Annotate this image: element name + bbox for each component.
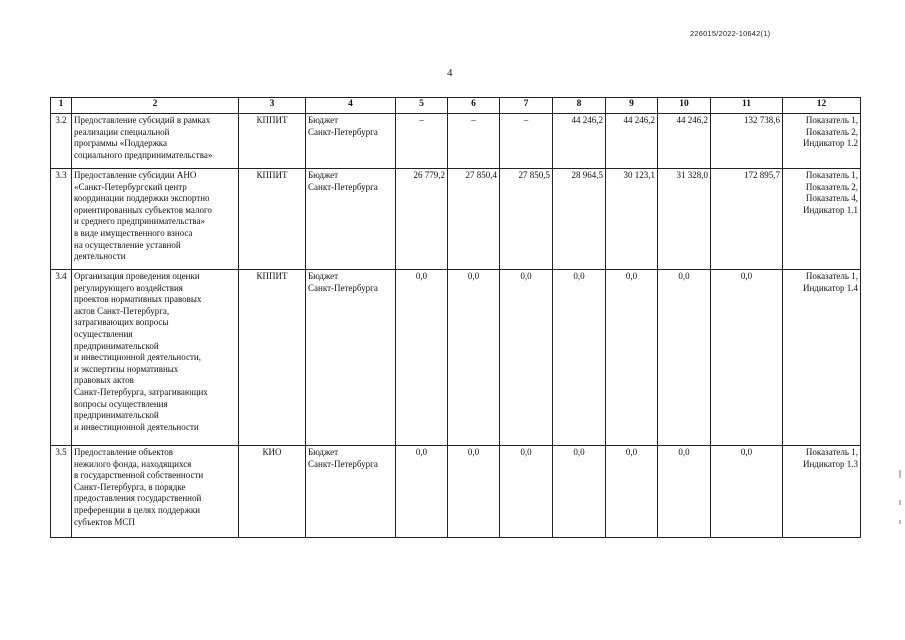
value-col-9: 0,0	[606, 270, 658, 446]
value-col-5: –	[396, 114, 448, 169]
value-col-8: 44 246,2	[553, 114, 606, 169]
scan-artifact	[899, 470, 901, 478]
value-col-10: 31 328,0	[658, 169, 711, 270]
table-row	[51, 446, 861, 538]
row-number: 3.2	[51, 114, 72, 169]
document-registration-number: 226015/2022-10642(1)	[690, 29, 771, 38]
program-activities-table	[50, 97, 861, 538]
value-col-6: 0,0	[448, 446, 500, 538]
value-col-5: 0,0	[396, 270, 448, 446]
value-col-8: 0,0	[553, 446, 606, 538]
table-row	[51, 114, 861, 169]
row-number: 3.4	[51, 270, 72, 446]
column-header: 11	[711, 98, 783, 114]
column-header: 1	[51, 98, 72, 114]
page-number: 4	[447, 67, 453, 79]
value-col-10: 0,0	[658, 270, 711, 446]
column-header: 10	[658, 98, 711, 114]
executor: КИО	[239, 446, 306, 538]
funding-source: Бюджет Санкт-Петербурга	[306, 446, 396, 538]
value-col-6: 0,0	[448, 270, 500, 446]
funding-source: Бюджет Санкт-Петербурга	[306, 169, 396, 270]
activity-name: Организация проведения оценки регулирующего воздействия проектов нормативных правовых актов Санкт-Петербурга, затрагивающих вопросы осуществления предпринимательской и инвестиционной деятельности, и экспертизы нормативных правовых актов Санкт-Петербурга, затрагивающих вопросы осуществления предпринимательской и инвестиционной деятельности	[72, 270, 239, 446]
row-number: 3.5	[51, 446, 72, 538]
value-col-9: 30 123,1	[606, 169, 658, 270]
funding-source: Бюджет Санкт-Петербурга	[306, 114, 396, 169]
executor: КППИТ	[239, 169, 306, 270]
executor: КППИТ	[239, 270, 306, 446]
value-col-11: 132 738,6	[711, 114, 783, 169]
value-col-10: 44 246,2	[658, 114, 711, 169]
funding-source: Бюджет Санкт-Петербурга	[306, 270, 396, 446]
value-col-7: 27 850,5	[500, 169, 553, 270]
value-col-10: 0,0	[658, 446, 711, 538]
indicators: Показатель 1, Индикатор 1.3	[783, 446, 861, 538]
column-header: 12	[783, 98, 861, 114]
table-row	[51, 270, 861, 446]
activity-name: Предоставление субсидий в рамках реализации специальной программы «Поддержка социального предпринимательства»	[72, 114, 239, 169]
column-header: 4	[306, 98, 396, 114]
activity-name: Предоставление субсидии АНО «Санкт-Петербургский центр координации поддержки экспортно ориентированных субъектов малого и среднего предпринимательства» в виде имущественного взноса на осуществление уставной деятельности	[72, 169, 239, 270]
value-col-6: 27 850,4	[448, 169, 500, 270]
value-col-11: 172 895,7	[711, 169, 783, 270]
table-header-row	[51, 98, 861, 114]
scan-artifact	[899, 520, 901, 524]
activity-name: Предоставление объектов нежилого фонда, находящихся в государственной собственности Санкт-Петербурга, в порядке предоставления государственной преференции в целях поддержки субъектов МСП	[72, 446, 239, 538]
value-col-7: 0,0	[500, 270, 553, 446]
executor: КППИТ	[239, 114, 306, 169]
column-header: 5	[396, 98, 448, 114]
indicators: Показатель 1, Индикатор 1.4	[783, 270, 861, 446]
value-col-6: –	[448, 114, 500, 169]
scan-artifact	[899, 500, 901, 505]
column-header: 9	[606, 98, 658, 114]
indicators: Показатель 1, Показатель 2, Показатель 4, Индикатор 1.1	[783, 169, 861, 270]
column-header: 6	[448, 98, 500, 114]
column-header: 3	[239, 98, 306, 114]
value-col-9: 0,0	[606, 446, 658, 538]
value-col-7: –	[500, 114, 553, 169]
value-col-9: 44 246,2	[606, 114, 658, 169]
value-col-11: 0,0	[711, 270, 783, 446]
column-header: 7	[500, 98, 553, 114]
value-col-7: 0,0	[500, 446, 553, 538]
indicators: Показатель 1, Показатель 2, Индикатор 1.2	[783, 114, 861, 169]
value-col-8: 28 964,5	[553, 169, 606, 270]
table-row	[51, 169, 861, 270]
column-header: 8	[553, 98, 606, 114]
value-col-11: 0,0	[711, 446, 783, 538]
column-header: 2	[72, 98, 239, 114]
value-col-8: 0,0	[553, 270, 606, 446]
row-number: 3.3	[51, 169, 72, 270]
value-col-5: 0,0	[396, 446, 448, 538]
value-col-5: 26 779,2	[396, 169, 448, 270]
